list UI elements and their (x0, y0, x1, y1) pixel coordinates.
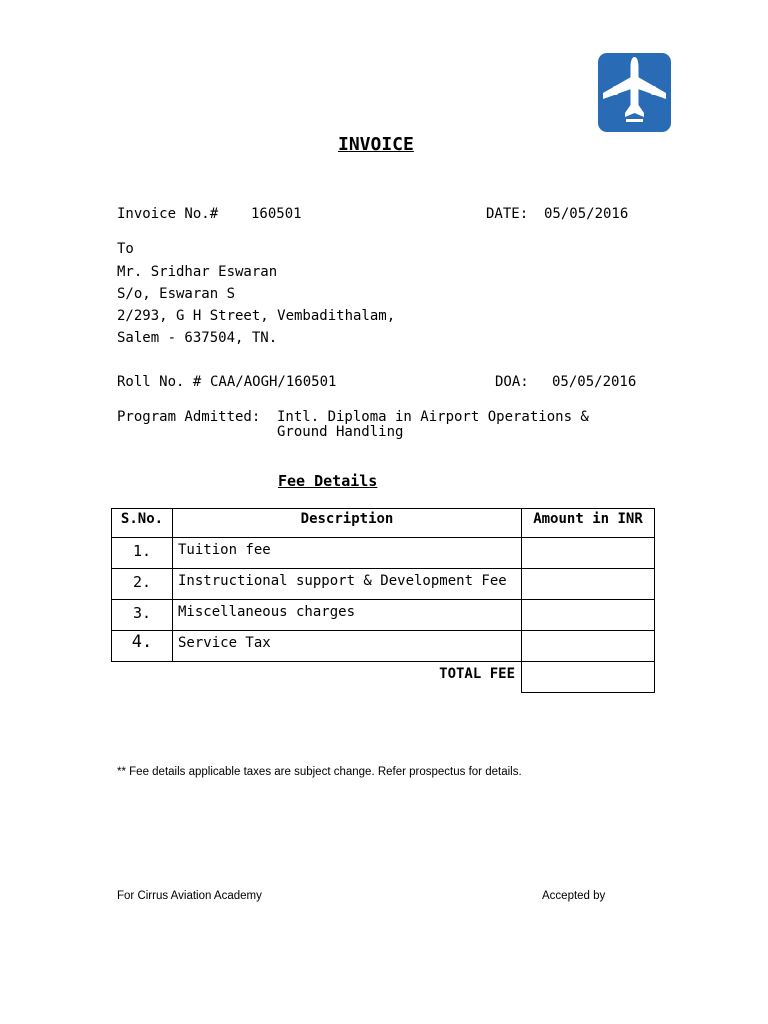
fee-table (111, 508, 655, 693)
row-sno: 3. (112, 600, 173, 631)
program-name-line2: Ground Handling (277, 424, 404, 440)
invoice-number-label: Invoice No.# (117, 206, 219, 222)
table-row (112, 538, 655, 569)
roll-number-label: Roll No. # (117, 374, 202, 390)
doa-date: 05/05/2016 (552, 374, 637, 390)
row-description: Instructional support & Development Fee (173, 569, 522, 600)
invoice-title: INVOICE (338, 134, 414, 155)
total-row (112, 662, 655, 693)
total-fee-amount (522, 662, 655, 693)
table-row (112, 631, 655, 662)
academy-logo (598, 53, 671, 132)
column-header-sno: S.No. (112, 509, 173, 538)
row-sno: 1. (112, 538, 173, 569)
row-amount (522, 569, 655, 600)
doa-label: DOA: (495, 374, 529, 390)
total-fee-label: TOTAL FEE (439, 666, 515, 682)
column-header-description: Description (173, 509, 522, 538)
airplane-icon (598, 53, 671, 132)
accepted-by-label: Accepted by (542, 890, 606, 902)
row-amount (522, 631, 655, 662)
program-name-line1: Intl. Diploma in Airport Operations & (277, 409, 589, 425)
row-description: Service Tax (173, 631, 522, 662)
row-sno: 4. (112, 631, 173, 662)
fee-footnote: ** Fee details applicable taxes are subject change. Refer prospectus for details. (117, 766, 522, 778)
signatory-label: For Cirrus Aviation Academy (117, 890, 262, 902)
row-amount (522, 600, 655, 631)
recipient-address-line: 2/293, G H Street, Vembadithalam, (117, 308, 396, 324)
invoice-date: 05/05/2016 (544, 206, 629, 222)
recipient-parent: S/o, Eswaran S (117, 286, 236, 302)
roll-number: CAA/AOGH/160501 (210, 374, 337, 390)
recipient-city-line: Salem - 637504, TN. (117, 330, 278, 346)
row-description: Miscellaneous charges (173, 600, 522, 631)
row-amount (522, 538, 655, 569)
program-label: Program Admitted: (117, 409, 261, 425)
fee-details-heading: Fee Details (278, 472, 378, 490)
table-row (112, 600, 655, 631)
invoice-date-label: DATE: (486, 206, 529, 222)
row-description: Tuition fee (173, 538, 522, 569)
column-header-amount: Amount in INR (522, 509, 655, 538)
to-label: To (117, 241, 134, 257)
table-row (112, 569, 655, 600)
recipient-name: Mr. Sridhar Eswaran (117, 264, 278, 280)
row-sno: 2. (112, 569, 173, 600)
table-header-row (112, 509, 655, 538)
invoice-number: 160501 (251, 206, 302, 222)
